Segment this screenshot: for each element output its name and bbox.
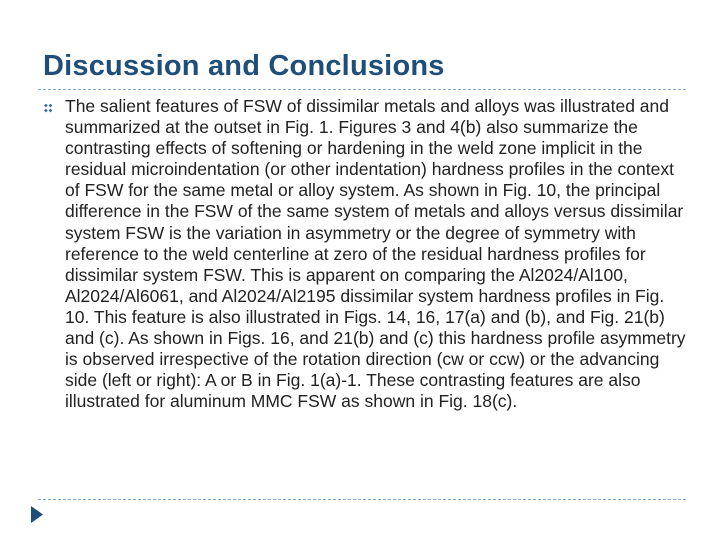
play-arrow-icon[interactable] [30,505,44,530]
conclusion-paragraph: The salient features of FSW of dissimilar metals and alloys was illustrated and summarized at the outset in Fig. 1. Figures 3 and 4(b) also summarize the contrasting effects of softening or hardening in the weld zone implicit in the residual microindentation (or other indentation) hardness profiles in the context of FSW for the same metal or alloy system. As shown in Fig. 10, the principal difference in the FSW of the same system of metals and alloys versus dissimilar system FSW is the variation in asymmetry or the degree of symmetry with reference to the weld centerline at zero of the residual hardness profiles for dissimilar system FSW. This is apparent on comparing the Al2024/Al100, Al2024/Al6061, and Al2024/Al2195 dissimilar system hardness profiles in Fig. 10. This feature is also illustrated in Figs. 14, 16, 17(a) and (b), and Fig. 21(b) and (c). As shown in Figs. 16, and 21(b) and (c) this hardness profile asymmetry is observed irrespective of the rotation direction (cw or ccw) or the advancing side (left or right): A or B in Fig. 1(a)-1. These contrasting features are also illustrated for aluminum MMC FSW as shown in Fig. 18(c). [65,96,686,412]
slide-title: Discussion and Conclusions [43,50,445,82]
title-divider [38,89,686,90]
footer-divider [38,499,686,500]
quad-diamond-bullet-icon [42,103,54,115]
